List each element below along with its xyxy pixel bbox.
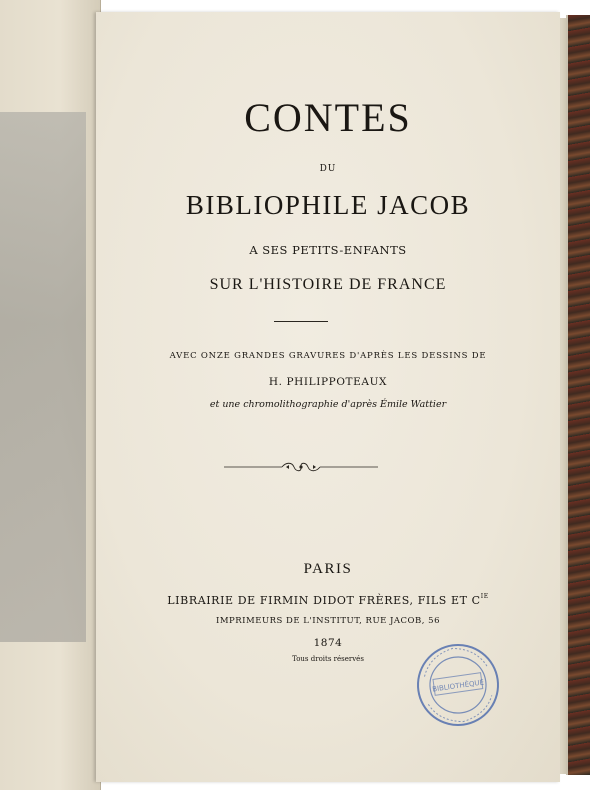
library-stamp [408,636,507,733]
book-author: BIBLIOPHILE JACOB [185,190,471,220]
publisher-suffix: IE [480,593,489,601]
publisher [96,594,560,607]
publisher-name: LIBRAIRIE DE FIRMIN DIDOT FRÈRES, FILS ET C [167,594,481,607]
dedication: A SES PETITS-ENFANTS [249,243,407,257]
title-rule [274,321,328,322]
left-facing-page [0,0,101,790]
illustrations-note: AVEC ONZE GRANDES GRAVURES D'APRÈS LES DESSINS DE [169,351,487,361]
ornament-divider [224,460,378,474]
book-title: CONTES [244,95,412,140]
stamp-text: BIBLIOTHÈQUE [431,678,485,694]
printer-address: IMPRIMEURS DE L'INSTITUT, RUE JACOB, 56 [216,616,440,626]
chromolithograph-note: et une chromolithographie d'après Émile Wattier [209,399,447,410]
title-page [96,12,560,782]
book-topic: SUR L'HISTOIRE DE FRANCE [209,276,447,293]
engraving-plate [0,112,86,642]
publication-year: 1874 [313,637,343,649]
publication-city: PARIS [303,561,353,577]
illustrator-name: H. PHILIPPOTEAUX [268,376,388,388]
book-binding [566,15,590,775]
rights-notice: Tous droits réservés [292,655,364,663]
title-connector: DU [319,164,337,174]
